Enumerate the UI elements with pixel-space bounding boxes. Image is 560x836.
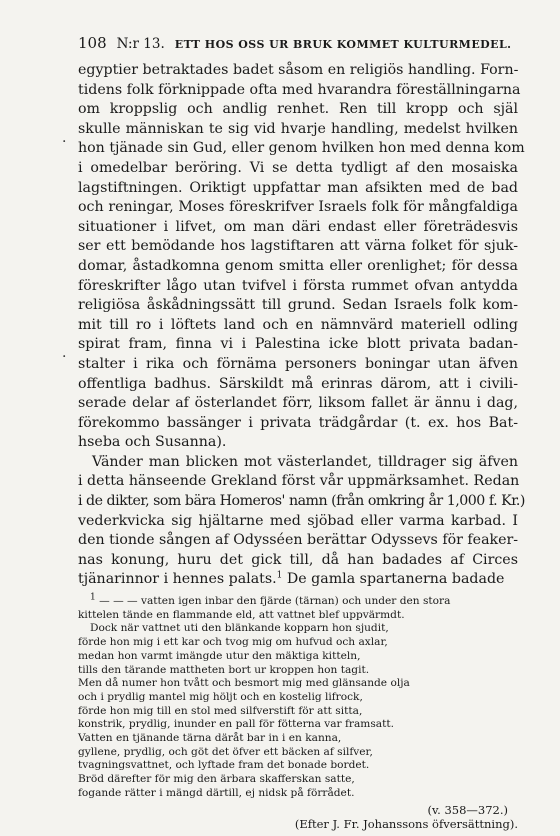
text-line: hon tjänade sin Gud, eller genom hvilken hon med denna kom (78, 140, 525, 157)
footnote-text: — — — vatten igen inbar den fjärde (tärnan) och under den stora (99, 595, 451, 608)
footnote-line: Dock när vattnet uti den blänkande kopparn hon sjudit, (90, 622, 389, 635)
text-line: och reningar, Moses föreskrifver Israels folk för mångfaldiga (78, 199, 518, 216)
text-line: vederkvicka sig hjältarne med sjöbad eller varma karbad. I (78, 512, 518, 529)
text-line (78, 570, 518, 590)
text-fragment: De gamla spartanerna badade (282, 571, 505, 588)
page-number: 108 (78, 34, 107, 52)
margin-mark: · (62, 349, 67, 365)
footnote-line: konstrik, prydlig, inunder en pall för fötterna var framsatt. (78, 718, 394, 731)
translation-credit: (Efter J. Fr. Johanssons öfversättning). (294, 817, 518, 832)
body-text (78, 61, 525, 590)
text-line: domar, åstadkomna genom smitta eller orenlighet; för dessa (78, 257, 518, 274)
footnote-line (78, 592, 518, 609)
text-line: egyptier betraktades badet såsom en religiös handling. Forn- (78, 62, 519, 78)
text-line: Vänder man blicken mot västerlandet, tilldrager sig äfven (92, 453, 518, 470)
footnote-line: kittelen tände en flammande eld, att vattnet blef uppvärmdt. (78, 608, 405, 621)
footnote-line: förde hon mig i ett kar och tvog mig om hufvud och axlar, (78, 636, 388, 649)
text-line: situationer i lifvet, om man däri endast eller företrädesvis (78, 218, 518, 235)
footnote-marker: 1 (90, 592, 96, 603)
text-line: stalter i rika och förnäma personers boningar utan äfven (78, 355, 518, 372)
text-line: den tionde sången af Odysséen berättar Odyssevs för feaker- (78, 532, 519, 549)
margin-mark: · (62, 134, 67, 150)
text-line: lagstiftningen. Oriktigt uppfattar man afsikten med de bad (78, 179, 518, 196)
text-line: i detta hänseende Grekland först vår uppmärksamhet. Redan (78, 473, 520, 490)
text-line: spirat fram, finna vi i Palestina icke blott privata badan- (78, 336, 518, 353)
running-title: ETT HOS OSS UR BRUK KOMMET KULTURMEDEL. (174, 38, 512, 51)
text-line: nas konung, huru det gick till, då han badades af Circes (78, 551, 518, 568)
text-fragment: tjänarinnor i hennes palats. (78, 571, 277, 588)
footnote-line: Bröd därefter för mig den ärbara skafferskan satte, (78, 773, 355, 786)
paragraph (78, 453, 525, 590)
text-line: förekommo bassänger i privata trädgårdar (t. ex. hos Bat- (78, 414, 518, 431)
text-line: offentliga badhus. Särskildt må erinras därom, att i civili- (78, 375, 518, 392)
footnote (78, 592, 518, 832)
text-line: skulle människan te sig vid hvarje handling, medelst hvilken (78, 120, 518, 137)
text-line: hseba och Susanna). (78, 434, 227, 451)
footnote-line: fogande rätter i mängd därtill, ej nidsk på förrådet. (78, 786, 355, 799)
footnote-line: och i prydlig mantel mig höljt och en kostelig lifrock, (78, 690, 363, 703)
text-line: mit till ro i löftets land och en nämnvärd materiell odling (78, 316, 518, 333)
footnote-reference[interactable]: 1 (276, 570, 283, 581)
footnote-line: tills den tärande mattheten bort ur kroppen hon tagit. (78, 663, 370, 676)
text-line: föreskrifter lågo utan tvifvel i första rummet ofvan antydda (78, 277, 518, 294)
footnote-line: förde hon mig till en stol med silfverstift för att sitta, (78, 704, 363, 717)
footnote-line: gyllene, prydlig, och göt det öfver ett bäcken af silfver, (78, 745, 373, 758)
verse-reference: (v. 358—372.) (427, 802, 508, 817)
footnote-line: tvagningsvattnet, och lyftade fram det bonade bordet. (78, 759, 370, 772)
text-line: tidens folk förknippade ofta med hvarandra föreställningarna (78, 81, 521, 98)
text-line: religiösa åskådningssätt till grund. Sedan Israels folk kom- (78, 297, 518, 314)
page-header (78, 34, 518, 56)
text-line: i de dikter, som bära Homeros' namn (från omkring år 1,000 f. Kr.) (78, 493, 525, 510)
text-line: i omedelbar beröring. Vi se detta tydligt af den mosaiska (78, 159, 518, 176)
footnote-line: Men då numer hon tvått och besmort mig med glänsande olja (78, 677, 410, 690)
text-line: om kroppslig och andlig renhet. Ren till kropp och själ (78, 101, 518, 118)
paragraph (78, 61, 525, 453)
text-line: serade delar af österlandet förr, liksom fallet är ännu i dag, (78, 395, 518, 412)
section-number: N:r 13. (116, 36, 165, 52)
footnote-line: medan hon varmt imängde utur den mäktiga kitteln, (78, 649, 361, 662)
footnote-line: Vatten en tjänande tärna däråt bar in i en kanna, (78, 732, 342, 745)
book-page (78, 34, 525, 832)
text-line: ser ett bemödande hos lagstiftaren att värna folket för sjuk- (78, 238, 518, 255)
